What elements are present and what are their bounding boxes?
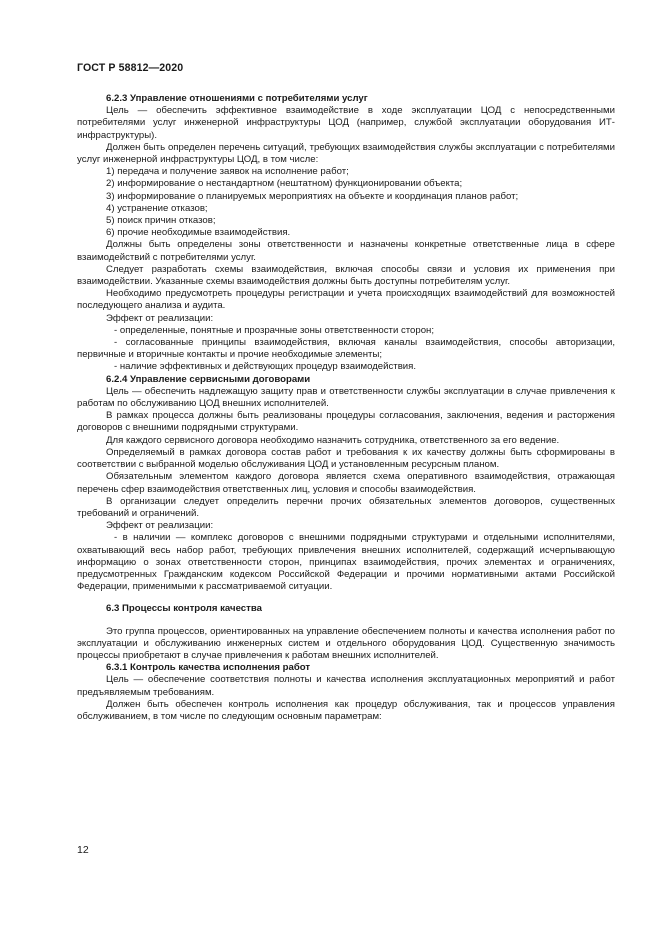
paragraph: Должен быть определен перечень ситуаций, требующих взаимодействия службы эксплуатации с потребителями услуг инженерной инфраструктуры ЦОД, в том числе: [77, 141, 615, 166]
paragraph: Должны быть определены зоны ответственности и назначены конкретные ответственные лица в сфере взаимодействий с потребителями услуг. [77, 239, 615, 263]
effect-item: - в наличии — комплекс договоров с внешними подрядными структурами и отдельными исполнителями, охватывающий весь набор работ, требующих привлечения внешних исполнителей, содержащий исчерпывающую информацию о зонах ответственности сторон, принципах взаимодействия, прочих элементах и ограничениях, предусмотренных Гражданским кодексом Российской Федерации и прочими нормативными актами Российской Федерации, применимыми к рассматриваемой ситуации. [77, 532, 615, 593]
paragraph: Цель — обеспечение соответствия полноты и качества исполнения эксплуатационных мероприятий и работ предъявляемым требованиям. [77, 674, 615, 698]
section-heading-6-3-1: 6.3.1 Контроль качества исполнения работ [106, 662, 311, 674]
list-item: 5) поиск причин отказов; [106, 215, 216, 227]
section-heading-6-2-3: 6.2.3 Управление отношениями с потребителями услуг [106, 93, 368, 104]
paragraph: Должен быть обеспечен контроль исполнения как процедур обслуживания, так и процессов управления обслуживанием, в том числе по следующим основным параметрам: [77, 698, 615, 722]
section-heading-6-3: 6.3 Процессы контроля качества [106, 603, 262, 615]
document-body [77, 93, 615, 723]
list-item: 4) устранение отказов; [106, 202, 208, 214]
paragraph: Определяемый в рамках договора состав работ и требования к их качеству должны быть сформированы в соответствии с выбранной моделью обслуживания ЦОД и установленным ресурсным планом. [77, 446, 615, 471]
paragraph: Следует разработать схемы взаимодействия, включая способы связи и условия их применения при взаимодействии. Указанные схемы взаимодействия должны быть доступны потребителям услуг. [77, 263, 615, 288]
effect-label: Эффект от реализации: [106, 312, 214, 324]
effect-item: - согласованные принципы взаимодействия, включая каналы взаимодействия, способы авторизации, первичные и вторичные контакты и прочие необходимые элементы; [77, 337, 615, 361]
list-item: 6) прочие необходимые взаимодействия. [106, 227, 291, 239]
section-heading-6-2-4: 6.2.4 Управление сервисными договорами [106, 373, 311, 385]
list-item: 3) информирование о планируемых мероприятиях на объекте и координация планов работ; [106, 190, 519, 202]
standard-designation: ГОСТ Р 58812—2020 [77, 62, 184, 74]
list-item: 1) передача и получение заявок на исполнение работ; [106, 166, 349, 178]
paragraph: Необходимо предусмотреть процедуры регистрации и учета происходящих взаимодействий для возможностей последующего анализа и аудита. [77, 288, 615, 312]
effect-item: - наличие эффективных и действующих процедур взаимодействия. [114, 361, 417, 373]
effect-label: Эффект от реализации: [106, 520, 214, 532]
effect-item: - определенные, понятные и прозрачные зоны ответственности сторон; [114, 324, 435, 336]
paragraph: Для каждого сервисного договора необходимо назначить сотрудника, ответственного за его ведение. [106, 434, 560, 446]
page-number: 12 [77, 844, 89, 856]
paragraph: Цель — обеспечить надлежащую защиту прав и ответственности службы эксплуатации в случае привлечения к работам по обслуживанию ЦОД внешних исполнителей. [77, 385, 615, 410]
list-item: 2) информирование о нестандартном (нештатном) функционировании объекта; [106, 178, 463, 190]
paragraph: Это группа процессов, ориентированных на управление обеспечением полноты и качества исполнения работ по эксплуатации и обслуживанию инженерных систем и отдельного оборудования ЦОД. Существенную значимость процессы приобретают в случае привлечения к работам внешних исполнителей. [77, 625, 615, 661]
paragraph: Цель — обеспечить эффективное взаимодействие в ходе эксплуатации ЦОД с непосредственными потребителями услуг инженерной инфраструктуры ЦОД (например, службой эксплуатации оборудования ИТ-инфраструктуры). [77, 105, 615, 141]
paragraph: В организации следует определить перечни прочих обязательных элементов договоров, существенных требований и ограничений. [77, 495, 615, 519]
paragraph: В рамках процесса должны быть реализованы процедуры согласования, заключения, ведения и расторжения договоров с внешними подрядными структурами. [77, 410, 615, 434]
paragraph: Обязательным элементом каждого договора является схема оперативного взаимодействия, отражающая перечень сфер взаимодействия ответственных лиц, условия и способы взаимодействия. [77, 471, 615, 495]
